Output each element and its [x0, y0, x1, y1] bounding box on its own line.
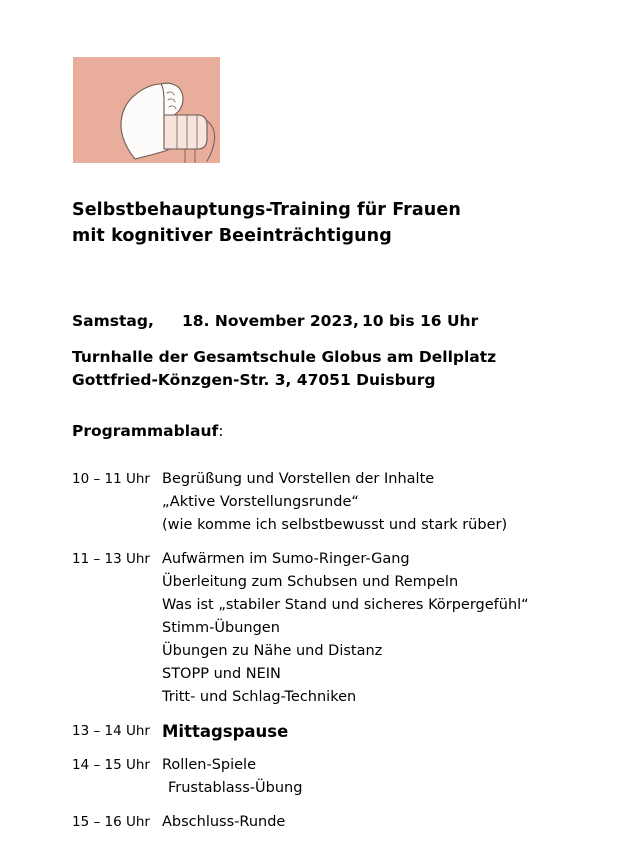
- flexed-arm-icon: [73, 57, 220, 163]
- venue-line-2: Gottfried-Könzgen-Str. 3, 47051 Duisburg: [72, 371, 436, 389]
- program-entry-line: Was ist „stabiler Stand und sicheres Körpergefühl“: [162, 597, 529, 613]
- program-entry-lines: [162, 468, 612, 537]
- program-entry: [72, 548, 612, 709]
- venue-line-1: Turnhalle der Gesamtschule Globus am Dellplatz: [72, 348, 497, 366]
- title-line-2: mit kognitiver Beeinträchtigung: [72, 226, 392, 246]
- title-line-1: Selbstbehauptungs-Training für Frauen: [72, 200, 461, 220]
- program-heading: [72, 420, 224, 442]
- program-entry: [72, 468, 612, 537]
- program-entry-lines: [162, 811, 612, 834]
- program-entry-line: Abschluss-Runde: [162, 814, 286, 830]
- program-entry-time: 11 – 13 Uhr: [72, 551, 150, 567]
- program-entry-line: Frustablass-Übung: [168, 780, 303, 796]
- program-entry-lines: [162, 548, 612, 709]
- program-entry-line: Tritt- und Schlag-Techniken: [162, 689, 357, 705]
- program-entry: [72, 720, 612, 743]
- program-entry-time: 13 – 14 Uhr: [72, 723, 150, 739]
- program-entry-lines: [162, 754, 612, 800]
- program-entry-time: 14 – 15 Uhr: [72, 757, 150, 773]
- event-weekday: Samstag,: [72, 312, 154, 330]
- program-entry-line: (wie komme ich selbstbewusst und stark rüber): [162, 517, 508, 533]
- program-entry-line: Übungen zu Nähe und Distanz: [162, 643, 383, 659]
- program-entry-line: „Aktive Vorstellungsrunde“: [162, 494, 359, 510]
- program-entry-line: Begrüßung und Vorstellen der Inhalte: [162, 471, 435, 487]
- program-entry-lines: [162, 720, 612, 743]
- program-entry-line: Überleitung zum Schubsen und Rempeln: [162, 574, 459, 590]
- program-entry-line: STOPP und NEIN: [162, 666, 281, 682]
- program-entry-time: 15 – 16 Uhr: [72, 814, 150, 830]
- program-entry-line: Rollen-Spiele: [162, 757, 257, 773]
- date-row: [72, 310, 612, 332]
- event-date: 18. November 2023,: [182, 312, 359, 330]
- flexed-arm-image: [73, 57, 220, 163]
- event-time: 10 bis 16 Uhr: [362, 312, 479, 330]
- event-venue: [72, 346, 612, 392]
- page-title: [72, 197, 592, 249]
- program-heading-colon: :: [218, 422, 224, 440]
- event-date-row: [72, 310, 612, 332]
- program-entry-time: 10 – 11 Uhr: [72, 471, 150, 487]
- program-heading-label: Programmablauf: [72, 422, 219, 440]
- program-entry-line: Mittagspause: [162, 722, 289, 741]
- program-entry-line: Aufwärmen im Sumo-Ringer-Gang: [162, 551, 410, 567]
- program-entry: [72, 754, 612, 800]
- program-entry-line: Stimm-Übungen: [162, 620, 280, 636]
- program-list: [72, 468, 612, 845]
- program-entry: [72, 811, 612, 834]
